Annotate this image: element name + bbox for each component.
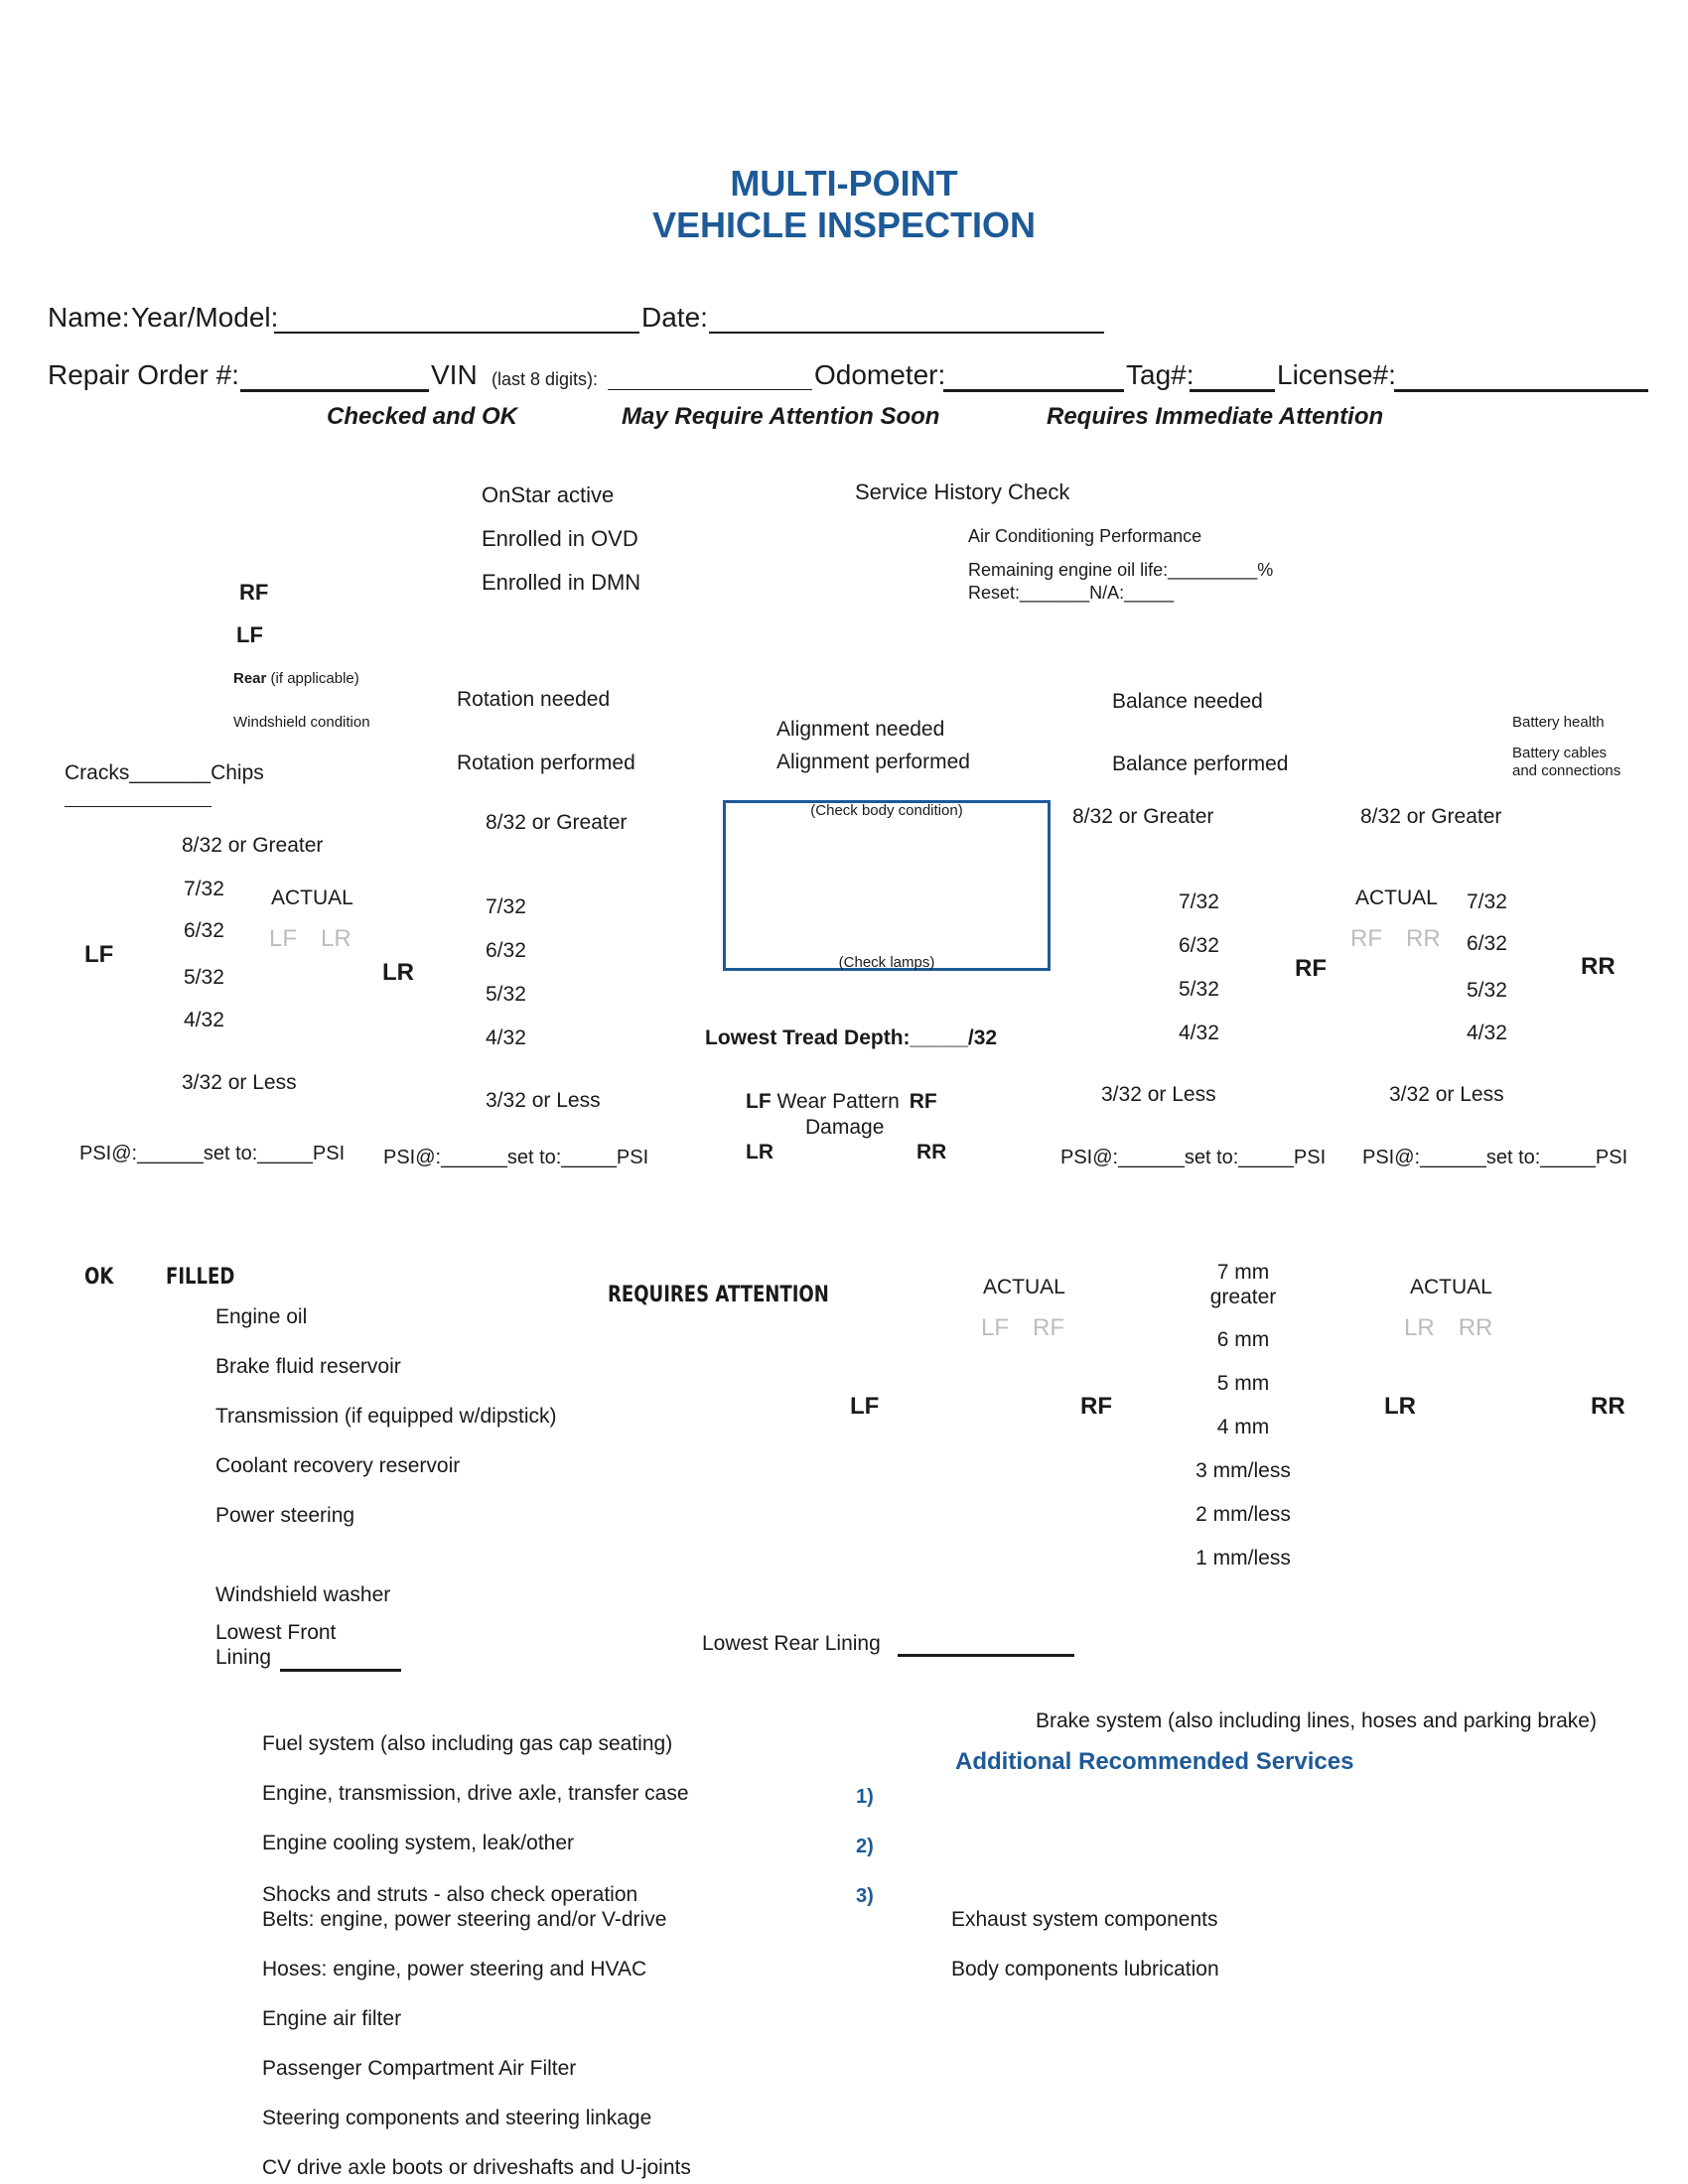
fluid-item: Engine oil (215, 1305, 308, 1328)
alignment-performed: Alignment performed (776, 751, 970, 773)
wear-lr: LR (746, 1141, 774, 1163)
enrolled-ovd: Enrolled in OVD (482, 526, 638, 551)
brake-5mm: 5 mm (1216, 1372, 1270, 1395)
rr-psi: PSI@:______set to:_____PSI (1362, 1147, 1628, 1168)
cracks-chips: Cracks_______Chips (65, 761, 264, 784)
lf-psi: PSI@:______set to:_____PSI (79, 1143, 346, 1164)
lr-wheel-label: LR (382, 959, 414, 986)
lf-tread-4: 4/32 (184, 1009, 224, 1031)
rf-tread-6: 6/32 (1179, 934, 1219, 957)
underbody-item: Belts: engine, power steering and/or V-drive (262, 1908, 667, 1931)
date-label: Date: (641, 302, 708, 333)
lf-tread-7: 7/32 (184, 878, 224, 900)
lowest-rear-field[interactable] (898, 1654, 1074, 1657)
rf-tread-greater: 8/32 or Greater (1072, 805, 1214, 828)
battery-health: Battery health (1512, 714, 1605, 731)
fluid-item: Power steering (215, 1504, 355, 1527)
date-field[interactable] (709, 332, 1104, 334)
license-label: License#: (1277, 359, 1396, 390)
rear-brake-actual-label: ACTUAL (1410, 1276, 1492, 1298)
lr-tread-6: 6/32 (486, 939, 526, 962)
wear-pattern: LF Wear Pattern RF (746, 1090, 937, 1113)
underbody-item: Hoses: engine, power steering and HVAC (262, 1958, 647, 1980)
vin-label: VIN (431, 359, 478, 390)
brake-rf-label: RF (1080, 1393, 1112, 1420)
legend-attention-soon: May Require Attention Soon (622, 403, 940, 430)
rr-actual-label: ACTUAL (1355, 887, 1438, 909)
fluids-requires-attention-header: REQUIRES ATTENTION (608, 1283, 829, 1307)
check-body-condition: (Check body condition) (810, 802, 963, 819)
rear-brake-actual-positions: LR RR (1404, 1314, 1493, 1341)
balance-needed: Balance needed (1112, 690, 1263, 713)
rf-tread-less: 3/32 or Less (1101, 1083, 1216, 1106)
tag-label: Tag#: (1126, 359, 1195, 390)
additional-services-title: Additional Recommended Services (955, 1748, 1354, 1775)
service-history-check: Service History Check (855, 479, 1070, 504)
rf-tread-4: 4/32 (1179, 1022, 1219, 1044)
rr-wheel-label: RR (1581, 953, 1616, 980)
underbody-item: Shocks and struts - also check operation (262, 1883, 638, 1906)
lr-tread-5: 5/32 (486, 983, 526, 1006)
lf-actual-label: ACTUAL (271, 887, 353, 909)
lr-tread-7: 7/32 (486, 895, 526, 918)
underbody-item: Steering components and steering linkage (262, 2107, 652, 2129)
lowest-front-field[interactable] (280, 1669, 401, 1672)
exhaust-system: Exhaust system components (951, 1908, 1218, 1931)
front-brake-actual-label: ACTUAL (983, 1276, 1065, 1298)
wear-rr: RR (916, 1141, 947, 1163)
lr-tread-greater: 8/32 or Greater (486, 811, 628, 834)
brake-lr-label: LR (1384, 1393, 1416, 1420)
rf-tread-5: 5/32 (1179, 978, 1219, 1001)
brake-7mm-greater: greater (1209, 1286, 1277, 1308)
form-title-line-2: VEHICLE INSPECTION (651, 205, 1037, 245)
rr-tread-7: 7/32 (1467, 890, 1507, 913)
rf-psi: PSI@:______set to:_____PSI (1060, 1147, 1327, 1168)
oil-life: Remaining engine oil life:_________% (968, 560, 1274, 580)
legend-immediate-attention: Requires Immediate Attention (1047, 403, 1384, 430)
license-field[interactable] (1394, 389, 1648, 392)
windshield-condition: Windshield condition (233, 714, 370, 731)
rr-tread-5: 5/32 (1467, 979, 1507, 1002)
brake-lf-label: LF (850, 1393, 880, 1420)
windshield-washer: Windshield washer (215, 1583, 391, 1606)
lf-tread-6: 6/32 (184, 919, 224, 942)
underbody-item: Passenger Compartment Air Filter (262, 2057, 577, 2080)
underbody-item: Engine, transmission, drive axle, transfer case (262, 1782, 689, 1805)
lr-tread-less: 3/32 or Less (486, 1089, 601, 1112)
brake-7mm: 7 mm (1216, 1261, 1270, 1284)
rotation-needed: Rotation needed (457, 688, 611, 711)
odometer-label: Odometer: (814, 359, 946, 390)
underbody-item: Engine air filter (262, 2007, 402, 2030)
lowest-rear-lining: Lowest Rear Lining (702, 1632, 881, 1655)
lowest-tread-depth: Lowest Tread Depth:_____/32 (705, 1026, 998, 1049)
check-lamps: (Check lamps) (838, 954, 935, 971)
lf-actual-positions: LF LR (269, 925, 352, 952)
lr-psi: PSI@:______set to:_____PSI (383, 1147, 649, 1168)
oil-reset: Reset:_______N/A:_____ (968, 583, 1175, 603)
rr-tread-6: 6/32 (1467, 932, 1507, 955)
form-title-line-1: MULTI-POINT (730, 163, 958, 204)
brake-3mm: 3 mm/less (1196, 1459, 1291, 1482)
lowest-front-label: Lowest Front (215, 1621, 337, 1644)
rr-actual-positions: RF RR (1350, 925, 1441, 952)
lr-tread-4: 4/32 (486, 1026, 526, 1049)
rr-tread-4: 4/32 (1467, 1022, 1507, 1044)
year-model-label: Year/Model: (131, 302, 279, 333)
rotation-performed: Rotation performed (457, 751, 635, 774)
underbody-item: Engine cooling system, leak/other (262, 1832, 575, 1854)
battery-cables-2: and connections (1512, 762, 1621, 779)
alignment-needed: Alignment needed (776, 718, 945, 741)
enrolled-dmn: Enrolled in DMN (482, 570, 641, 595)
fluids-ok-header: OK (84, 1265, 114, 1290)
wiper-rf: RF (239, 580, 269, 605)
body-condition-box[interactable] (723, 800, 1051, 971)
wear-damage: Damage (805, 1116, 885, 1139)
brake-4mm: 4 mm (1216, 1416, 1270, 1438)
lf-tread-greater: 8/32 or Greater (182, 834, 324, 857)
front-brake-actual-positions: LF RF (981, 1314, 1065, 1341)
legend-checked-ok: Checked and OK (327, 403, 518, 430)
wiper-lf: LF (236, 622, 263, 647)
fluid-item: Coolant recovery reservoir (215, 1454, 461, 1477)
name-label: Name: (48, 302, 130, 333)
fluids-filled-header: FILLED (166, 1265, 235, 1290)
vin-note: (last 8 digits): (492, 369, 599, 389)
brake-1mm: 1 mm/less (1196, 1547, 1291, 1570)
additional-service-3: 3) (856, 1885, 874, 1907)
battery-cables-1: Battery cables (1512, 745, 1608, 761)
vin-field[interactable] (608, 389, 812, 390)
brake-rr-label: RR (1591, 1393, 1625, 1420)
year-model-field[interactable] (274, 332, 639, 334)
rr-tread-less: 3/32 or Less (1389, 1083, 1504, 1106)
additional-service-2: 2) (856, 1836, 874, 1857)
lf-wheel-label: LF (84, 941, 114, 968)
wiper-rear: Rear (if applicable) (233, 670, 359, 687)
brake-2mm: 2 mm/less (1196, 1503, 1291, 1526)
cracks-chips-line (65, 806, 211, 807)
repair-order-label: Repair Order #: (48, 359, 239, 390)
ac-performance: Air Conditioning Performance (968, 526, 1202, 546)
lf-tread-5: 5/32 (184, 966, 224, 989)
lowest-front-lining: Lining (215, 1646, 272, 1669)
balance-performed: Balance performed (1112, 752, 1289, 775)
body-lubrication: Body components lubrication (951, 1958, 1219, 1980)
brake-6mm: 6 mm (1216, 1328, 1270, 1351)
odometer-field[interactable] (943, 389, 1124, 392)
lf-tread-less: 3/32 or Less (182, 1071, 297, 1094)
rf-tread-7: 7/32 (1179, 890, 1219, 913)
brake-system: Brake system (also including lines, hoses and parking brake) (1036, 1709, 1597, 1732)
underbody-item: Fuel system (also including gas cap seating) (262, 1732, 673, 1755)
onstar-active: OnStar active (482, 482, 615, 507)
tag-field[interactable] (1190, 389, 1275, 392)
additional-service-1: 1) (856, 1786, 874, 1808)
rr-tread-greater: 8/32 or Greater (1360, 805, 1502, 828)
fluid-item: Brake fluid reservoir (215, 1355, 401, 1378)
underbody-item: CV drive axle boots or driveshafts and U-joints (262, 2156, 691, 2179)
fluid-item: Transmission (if equipped w/dipstick) (215, 1405, 557, 1428)
rf-wheel-label: RF (1295, 955, 1327, 982)
repair-order-field[interactable] (240, 389, 429, 392)
